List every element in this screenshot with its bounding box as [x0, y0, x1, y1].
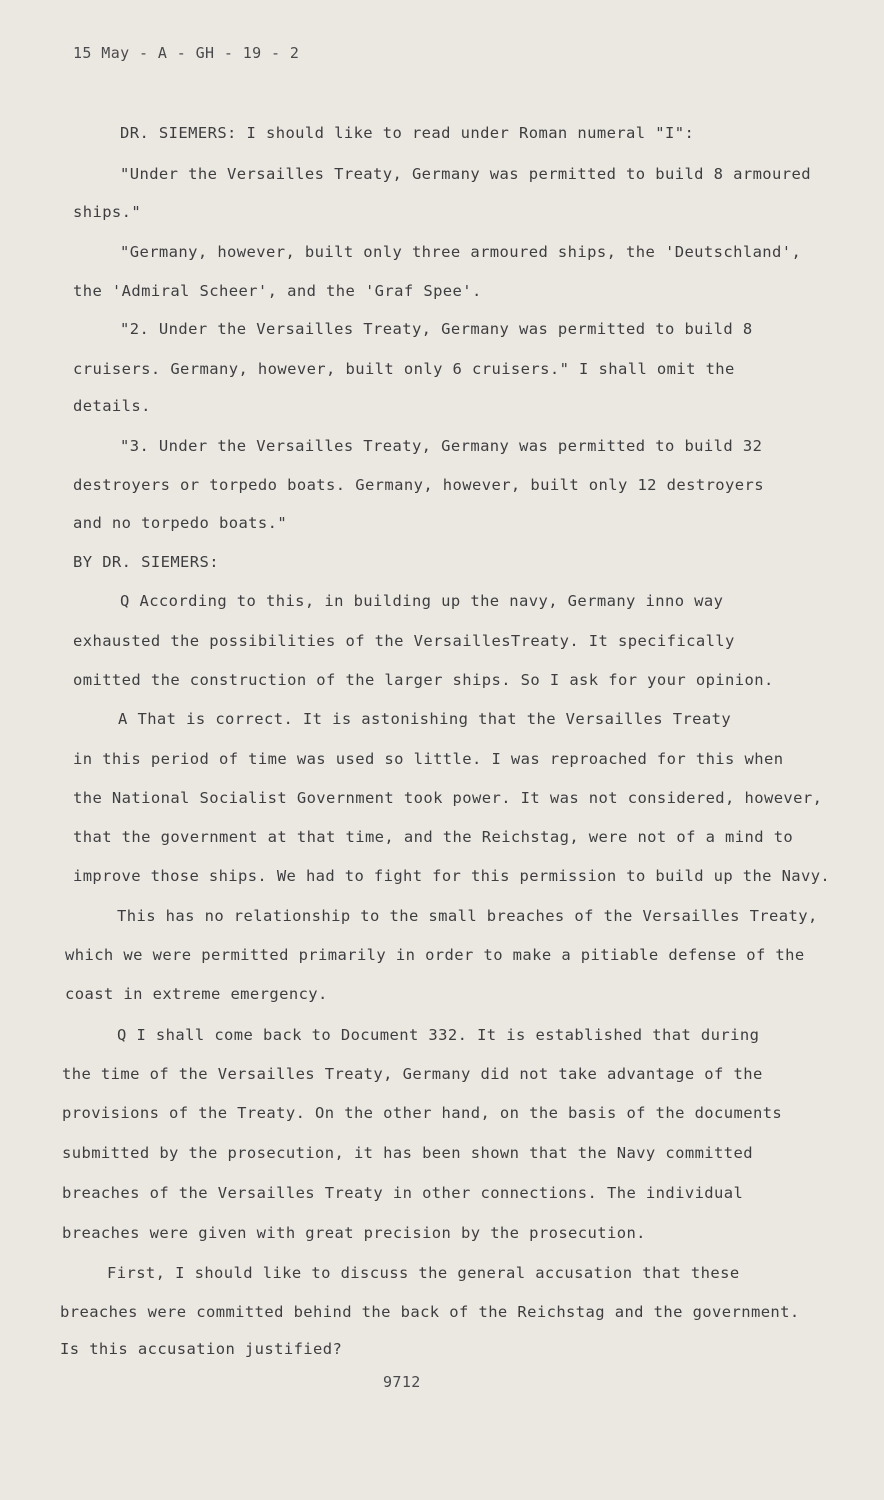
- text-line: that the government at that time, and the Reichstag, were not of a mind to: [73, 828, 794, 846]
- text-line: omitted the construction of the larger ships. So I ask for your opinion.: [73, 671, 774, 689]
- text-line: submitted by the prosecution, it has been shown that the Navy committed: [62, 1144, 753, 1162]
- text-line: DR. SIEMERS: I should like to read under Roman numeral "I":: [120, 124, 695, 142]
- text-line: provisions of the Treaty. On the other hand, on the basis of the documents: [62, 1104, 783, 1122]
- page-number: 9712: [383, 1373, 421, 1391]
- text-line: improve those ships. We had to fight for this permission to build up the Navy.: [73, 867, 831, 885]
- text-line: Q According to this, in building up the navy, Germany inno way: [120, 592, 724, 610]
- speaker-heading: BY DR. SIEMERS:: [73, 553, 219, 571]
- text-line: which we were permitted primarily in order to make a pitiable defense of the: [65, 946, 805, 964]
- text-line: "3. Under the Versailles Treaty, Germany was permitted to build 32: [120, 437, 763, 455]
- text-line: cruisers. Germany, however, built only 6 cruisers." I shall omit the: [73, 360, 735, 378]
- text-line: Q I shall come back to Document 332. It is established that during: [117, 1026, 760, 1044]
- text-line: destroyers or torpedo boats. Germany, however, built only 12 destroyers: [73, 476, 764, 494]
- text-line: breaches were committed behind the back of the Reichstag and the government.: [60, 1303, 800, 1321]
- text-line: Is this accusation justified?: [60, 1340, 343, 1358]
- text-line: the 'Admiral Scheer', and the 'Graf Spee'.: [73, 282, 482, 300]
- text-line: the time of the Versailles Treaty, Germany did not take advantage of the: [62, 1065, 763, 1083]
- text-line: in this period of time was used so little. I was reproached for this when: [73, 750, 784, 768]
- text-line: and no torpedo boats.": [73, 514, 288, 532]
- text-line: coast in extreme emergency.: [65, 985, 328, 1003]
- text-line: This has no relationship to the small breaches of the Versailles Treaty,: [117, 907, 818, 925]
- page-header: 15 May - A - GH - 19 - 2: [73, 44, 300, 62]
- text-line: First, I should like to discuss the general accusation that these: [107, 1264, 740, 1282]
- text-line: details.: [73, 397, 151, 415]
- text-line: exhausted the possibilities of the VersaillesTreaty. It specifically: [73, 632, 735, 650]
- text-line: "Germany, however, built only three armoured ships, the 'Deutschland',: [120, 243, 802, 261]
- text-line: ships.": [73, 203, 142, 221]
- text-line: "Under the Versailles Treaty, Germany was permitted to build 8 armoured: [120, 165, 811, 183]
- text-line: A That is correct. It is astonishing that the Versailles Treaty: [118, 710, 732, 728]
- text-line: the National Socialist Government took power. It was not considered, however,: [73, 789, 823, 807]
- text-line: breaches were given with great precision by the prosecution.: [62, 1224, 646, 1242]
- text-line: "2. Under the Versailles Treaty, Germany was permitted to build 8: [120, 320, 753, 338]
- text-line: breaches of the Versailles Treaty in other connections. The individual: [62, 1184, 744, 1202]
